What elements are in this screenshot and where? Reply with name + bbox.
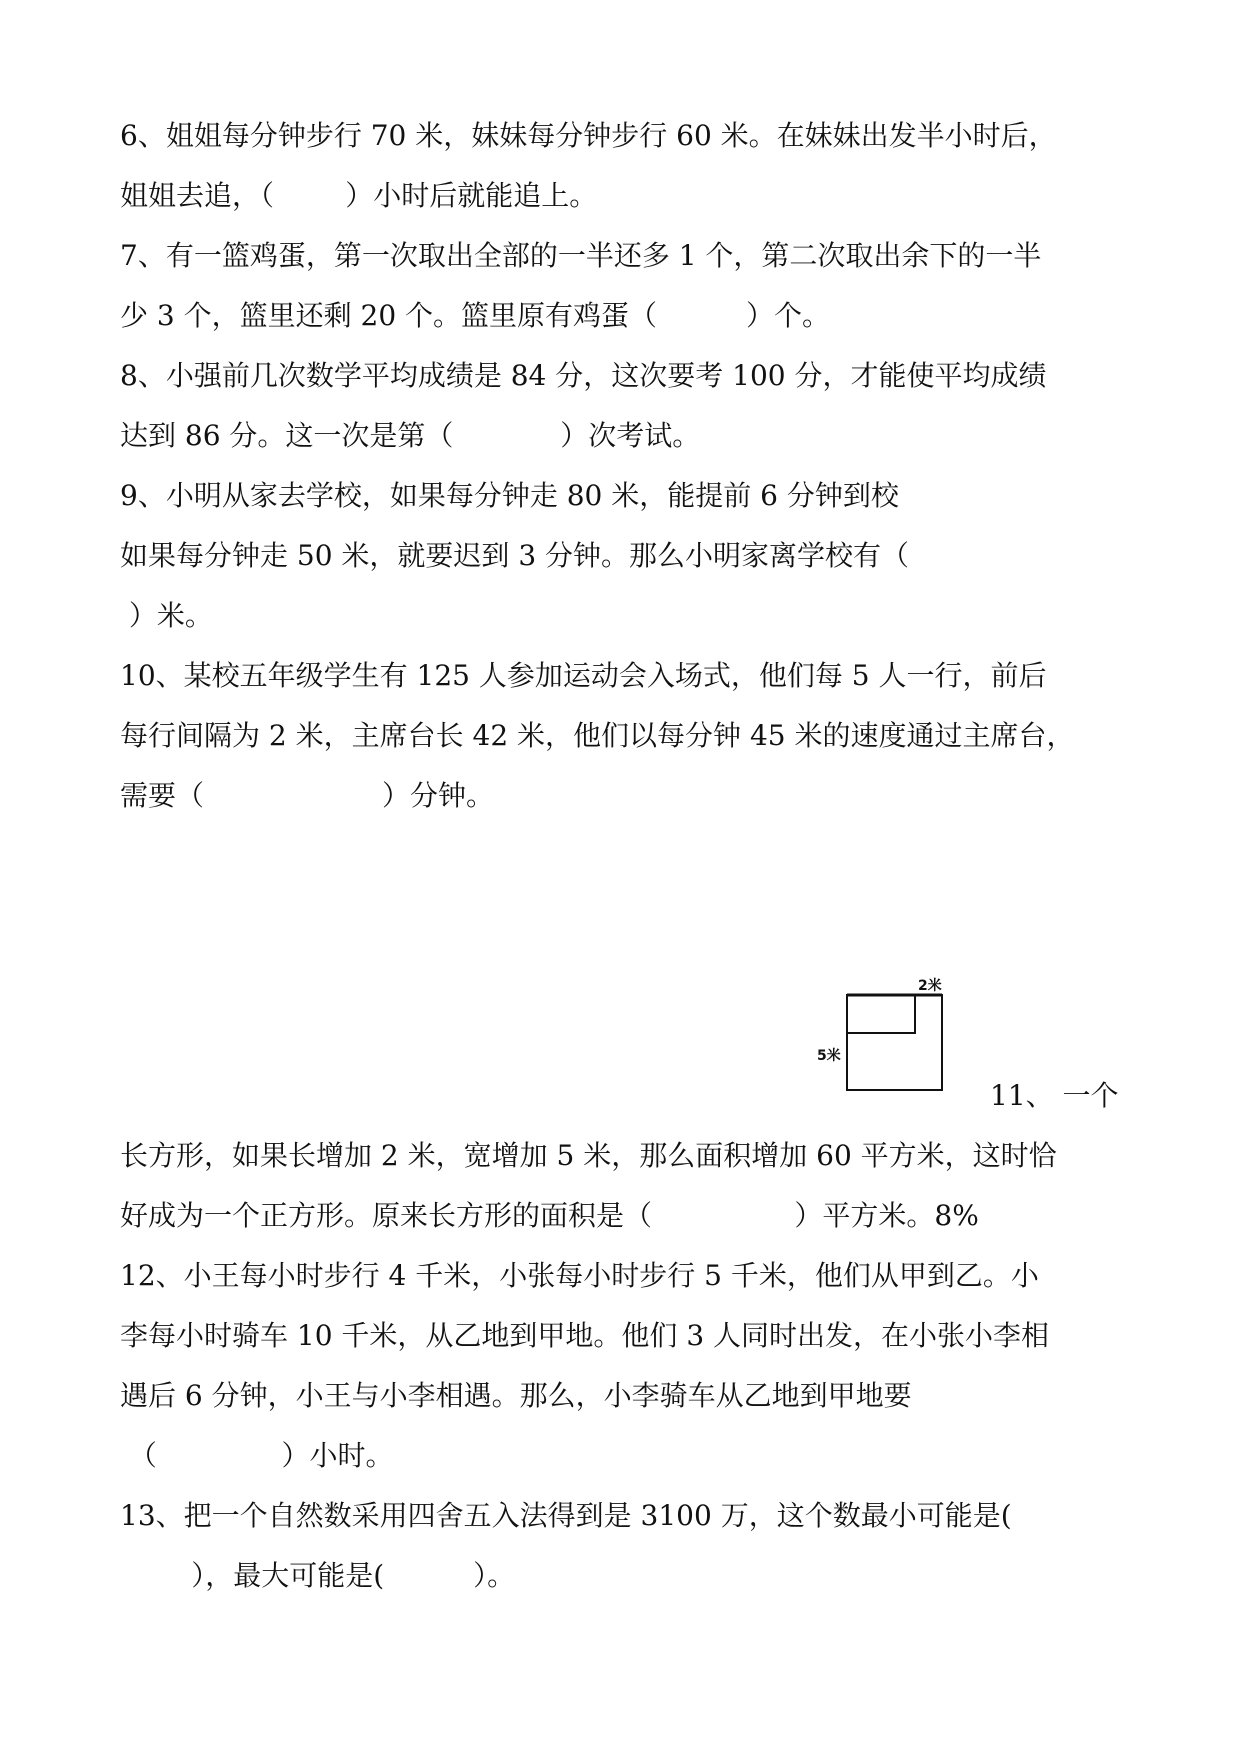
diagram-label-left: 5米 [817, 1048, 841, 1064]
enlarged-square [847, 995, 942, 1090]
q6-line-1: 6、姐姐每分钟步行 70 米，妹妹每分钟步行 60 米。在妹妹出发半小时后， [120, 119, 1057, 152]
q7-line-2: 少 3 个，篮里还剩 20 个。篮里原有鸡蛋（ ）个。 [120, 299, 831, 332]
q11-line-2: 好成为一个正方形。原来长方形的面积是（ ）平方米。8% [120, 1199, 979, 1232]
q6-line-2: 姐姐去追，（ ）小时后就能追上。 [120, 179, 598, 212]
q12-line-3: 遇后 6 分钟，小王与小李相遇。那么，小李骑车从乙地到甲地要 [120, 1379, 912, 1412]
q11-number: 11、 一个 [990, 1079, 1119, 1112]
q13-line-1: 13、把一个自然数采用四舍五入法得到是 3100 万，这个数最小可能是( [120, 1499, 1012, 1532]
q12-line-2: 李每小时骑车 10 千米，从乙地到甲地。他们 3 人同时出发，在小张小李相 [120, 1319, 1050, 1352]
q8-line-1: 8、小强前几次数学平均成绩是 84 分，这次要考 100 分，才能使平均成绩 [120, 359, 1047, 392]
q11-line-1: 长方形，如果长增加 2 米，宽增加 5 米，那么面积增加 60 平方米，这时恰 [120, 1139, 1057, 1172]
q10-line-2: 每行间隔为 2 米，主席台长 42 米，他们以每分钟 45 米的速度通过主席台， [120, 719, 1075, 752]
q8-line-2: 达到 86 分。这一次是第（ ）次考试。 [120, 419, 701, 452]
original-rectangle [847, 995, 915, 1033]
q9-line-1: 9、小明从家去学校，如果每分钟走 80 米，能提前 6 分钟到校 [120, 479, 899, 512]
rectangle-square-diagram [815, 975, 955, 1095]
q10-line-1: 10、某校五年级学生有 125 人参加运动会入场式，他们每 5 人一行，前后 [120, 659, 1047, 692]
q12-line-1: 12、小王每小时步行 4 千米，小张每小时步行 5 千米，他们从甲到乙。小 [120, 1259, 1039, 1292]
q9-line-3: ）米。 [120, 599, 213, 632]
q10-line-3: 需要（ ）分钟。 [120, 779, 495, 812]
q12-line-4: （ ）小时。 [120, 1439, 394, 1472]
q9-line-2: 如果每分钟走 50 米，就要迟到 3 分钟。那么小明家离学校有（ [120, 539, 910, 572]
q7-line-1: 7、有一篮鸡蛋，第一次取出全部的一半还多 1 个，第二次取出余下的一半 [120, 239, 1042, 272]
q13-line-2: ），最大可能是( ）。 [120, 1559, 516, 1592]
diagram-label-top: 2米 [918, 978, 942, 994]
